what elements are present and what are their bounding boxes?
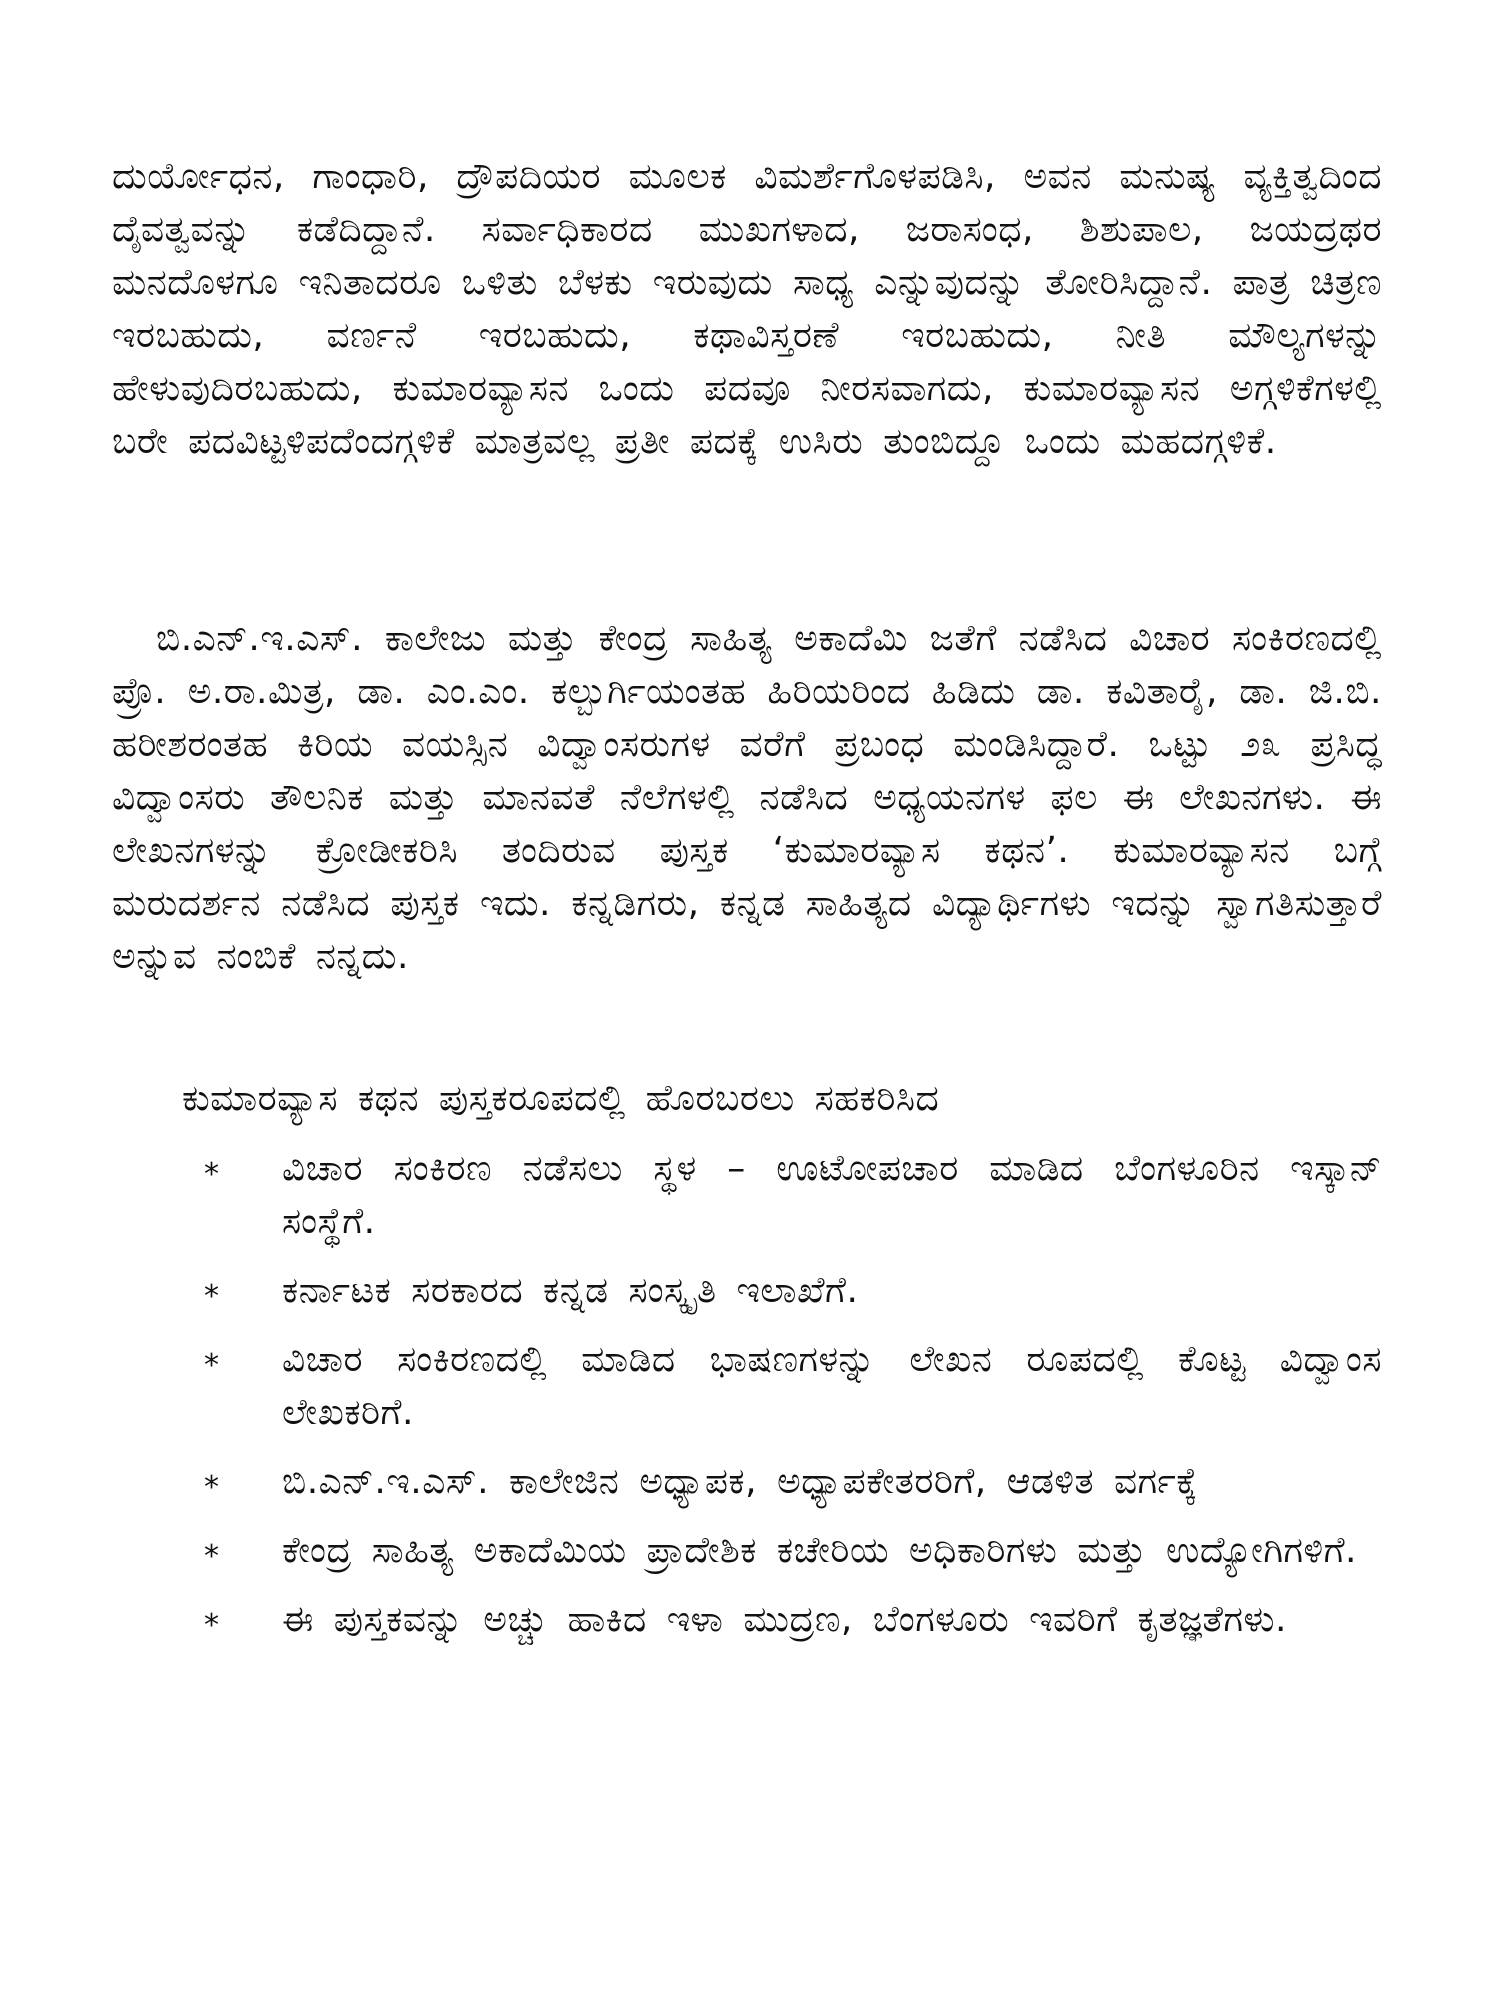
asterisk-bullet-icon: * <box>204 1348 219 1383</box>
list-item-text: ಕರ್ನಾಟಕ ಸರಕಾರದ ಕನ್ನಡ ಸಂಸ್ಕೃತಿ ಇಲಾಖೆಗೆ. <box>282 1270 859 1311</box>
list-item-text: ಕೇಂದ್ರ ಸಾಹಿತ್ಯ ಅಕಾದೆಮಿಯ ಪ್ರಾದೇಶಿಕ ಕಚೇರಿಯ ಅಧಿಕಾರಿಗಳು ಮತ್ತು ಉದ್ಯೋಗಿಗಳಿಗೆ. <box>282 1530 1357 1571</box>
list-item-text: ವಿಚಾರ ಸಂಕಿರಣದಲ್ಲಿ ಮಾಡಿದ ಭಾಷಣಗಳನ್ನು ಲೇಖನ ರೂಪದಲ್ಲಿ ಕೊಟ್ಟ ವಿದ್ವಾಂಸ ಲೇಖಕರಿಗೆ. <box>282 1339 1382 1433</box>
paragraph-acknowledgement-intro: ಕುಮಾರವ್ಯಾಸ ಕಥನ ಪುಸ್ತಕರೂಪದಲ್ಲಿ ಹೊರಬರಲು ಸಹಕರಿಸಿದ <box>182 1078 940 1119</box>
paragraph-epic-characters: ದುರ್ಯೋಧನ, ಗಾಂಧಾರಿ, ದ್ರೌಪದಿಯರ ಮೂಲಕ ವಿಮರ್ಶೆಗೊಳಪಡಿಸಿ, ಅವನ ಮನುಷ್ಯ ವ್ಯಕ್ತಿತ್ವದಿಂದ ದೈವತ್ವವನ್ನು ಕಡೆದಿದ್ದಾನೆ. ಸರ್ವಾಧಿಕಾರದ ಮುಖಗಳಾದ, ಜರಾಸಂಧ, ಶಿಶುಪಾಲ, ಜಯದ್ರಥರ ಮನದೊಳಗೂ ಇನಿತಾದರೂ ಒಳಿತು ಬೆಳಕು ಇರುವುದು ಸಾಧ್ಯ ಎನ್ನುವುದನ್ನು ತೋರಿಸಿದ್ದಾನೆ. ಪಾತ್ರ ಚಿತ್ರಣ ಇರಬಹುದು, ವರ್ಣನೆ ಇರಬಹುದು, ಕಥಾವಿಸ್ತರಣೆ ಇರಬಹುದು, ನೀತಿ ಮೌಲ್ಯಗಳನ್ನು ಹೇಳುವುದಿರಬಹುದು, ಕುಮಾರವ್ಯಾಸನ ಒಂದು ಪದವೂ ನೀರಸವಾಗದು, ಕುಮಾರವ್ಯಾಸನ ಅಗ್ಗಳಿಕೆಗಳಲ್ಲಿ ಬರೇ ಪದವಿಟ್ಟಳಿಪದೆಂದಗ್ಗಳಿಕೆ ಮಾತ್ರವಲ್ಲ ಪ್ರತೀ ಪದಕ್ಕೆ ಉಸಿರು ತುಂಬಿದ್ದೂ ಒಂದು ಮಹದಗ್ಗಳಿಕೆ. <box>112 156 1382 462</box>
list-item <box>0 1524 1500 1577</box>
list-item-text: ಈ ಪುಸ್ತಕವನ್ನು ಅಚ್ಚು ಹಾಕಿದ ಇಳಾ ಮುದ್ರಣ, ಬೆಂಗಳೂರು ಇವರಿಗೆ ಕೃತಜ್ಞತೆಗಳು. <box>282 1599 1287 1640</box>
acknowledgement-list <box>0 1142 1500 1662</box>
asterisk-bullet-icon: * <box>204 1157 219 1192</box>
list-item <box>0 1455 1500 1508</box>
asterisk-bullet-icon: * <box>204 1470 219 1505</box>
paragraph-seminar-book: ಬಿ.ಎನ್.ಇ.ಎಸ್. ಕಾಲೇಜು ಮತ್ತು ಕೇಂದ್ರ ಸಾಹಿತ್ಯ ಅಕಾದೆಮಿ ಜತೆಗೆ ನಡೆಸಿದ ವಿಚಾರ ಸಂಕಿರಣದಲ್ಲಿ ಪ್ರೊ. ಅ.ರಾ.ಮಿತ್ರ, ಡಾ. ಎಂ.ಎಂ. ಕಲ್ಬುರ್ಗಿಯಂತಹ ಹಿರಿಯರಿಂದ ಹಿಡಿದು ಡಾ. ಕವಿತಾರೈ, ಡಾ. ಜಿ.ಬಿ. ಹರೀಶರಂತಹ ಕಿರಿಯ ವಯಸ್ಸಿನ ವಿದ್ವಾಂಸರುಗಳ ವರೆಗೆ ಪ್ರಬಂಧ ಮಂಡಿಸಿದ್ದಾರೆ. ಒಟ್ಟು ೨೩ ಪ್ರಸಿದ್ಧ ವಿದ್ವಾಂಸರು ತೌಲನಿಕ ಮತ್ತು ಮಾನವತೆ ನೆಲೆಗಳಲ್ಲಿ ನಡೆಸಿದ ಅಧ್ಯಯನಗಳ ಫಲ ಈ ಲೇಖನಗಳು. ಈ ಲೇಖನಗಳನ್ನು ಕ್ರೋಡೀಕರಿಸಿ ತಂದಿರುವ ಪುಸ್ತಕ ‘ಕುಮಾರವ್ಯಾಸ ಕಥನ’. ಕುಮಾರವ್ಯಾಸನ ಬಗ್ಗೆ ಮರುದರ್ಶನ ನಡೆಸಿದ ಪುಸ್ತಕ ಇದು. ಕನ್ನಡಿಗರು, ಕನ್ನಡ ಸಾಹಿತ್ಯದ ವಿದ್ಯಾರ್ಥಿಗಳು ಇದನ್ನು ಸ್ವಾಗತಿಸುತ್ತಾರೆ ಅನ್ನುವ ನಂಬಿಕೆ ನನ್ನದು. <box>112 618 1382 977</box>
asterisk-bullet-icon: * <box>204 1539 219 1574</box>
list-item <box>0 1333 1500 1439</box>
list-item <box>0 1142 1500 1248</box>
list-item-text: ಬಿ.ಎನ್.ಇ.ಎಸ್. ಕಾಲೇಜಿನ ಅಧ್ಯಾಪಕ, ಅಧ್ಯಾಪಕೇತರರಿಗೆ, ಆಡಳಿತ ವರ್ಗಕ್ಕೆ <box>282 1461 1198 1502</box>
list-item <box>0 1264 1500 1317</box>
asterisk-bullet-icon: * <box>204 1279 219 1314</box>
list-item <box>0 1593 1500 1646</box>
asterisk-bullet-icon: * <box>204 1608 219 1643</box>
list-item-text: ವಿಚಾರ ಸಂಕಿರಣ ನಡೆಸಲು ಸ್ಥಳ – ಊಟೋಪಚಾರ ಮಾಡಿದ ಬೆಂಗಳೂರಿನ ಇಸ್ಕಾನ್ ಸಂಸ್ಥೆಗೆ. <box>282 1148 1382 1242</box>
